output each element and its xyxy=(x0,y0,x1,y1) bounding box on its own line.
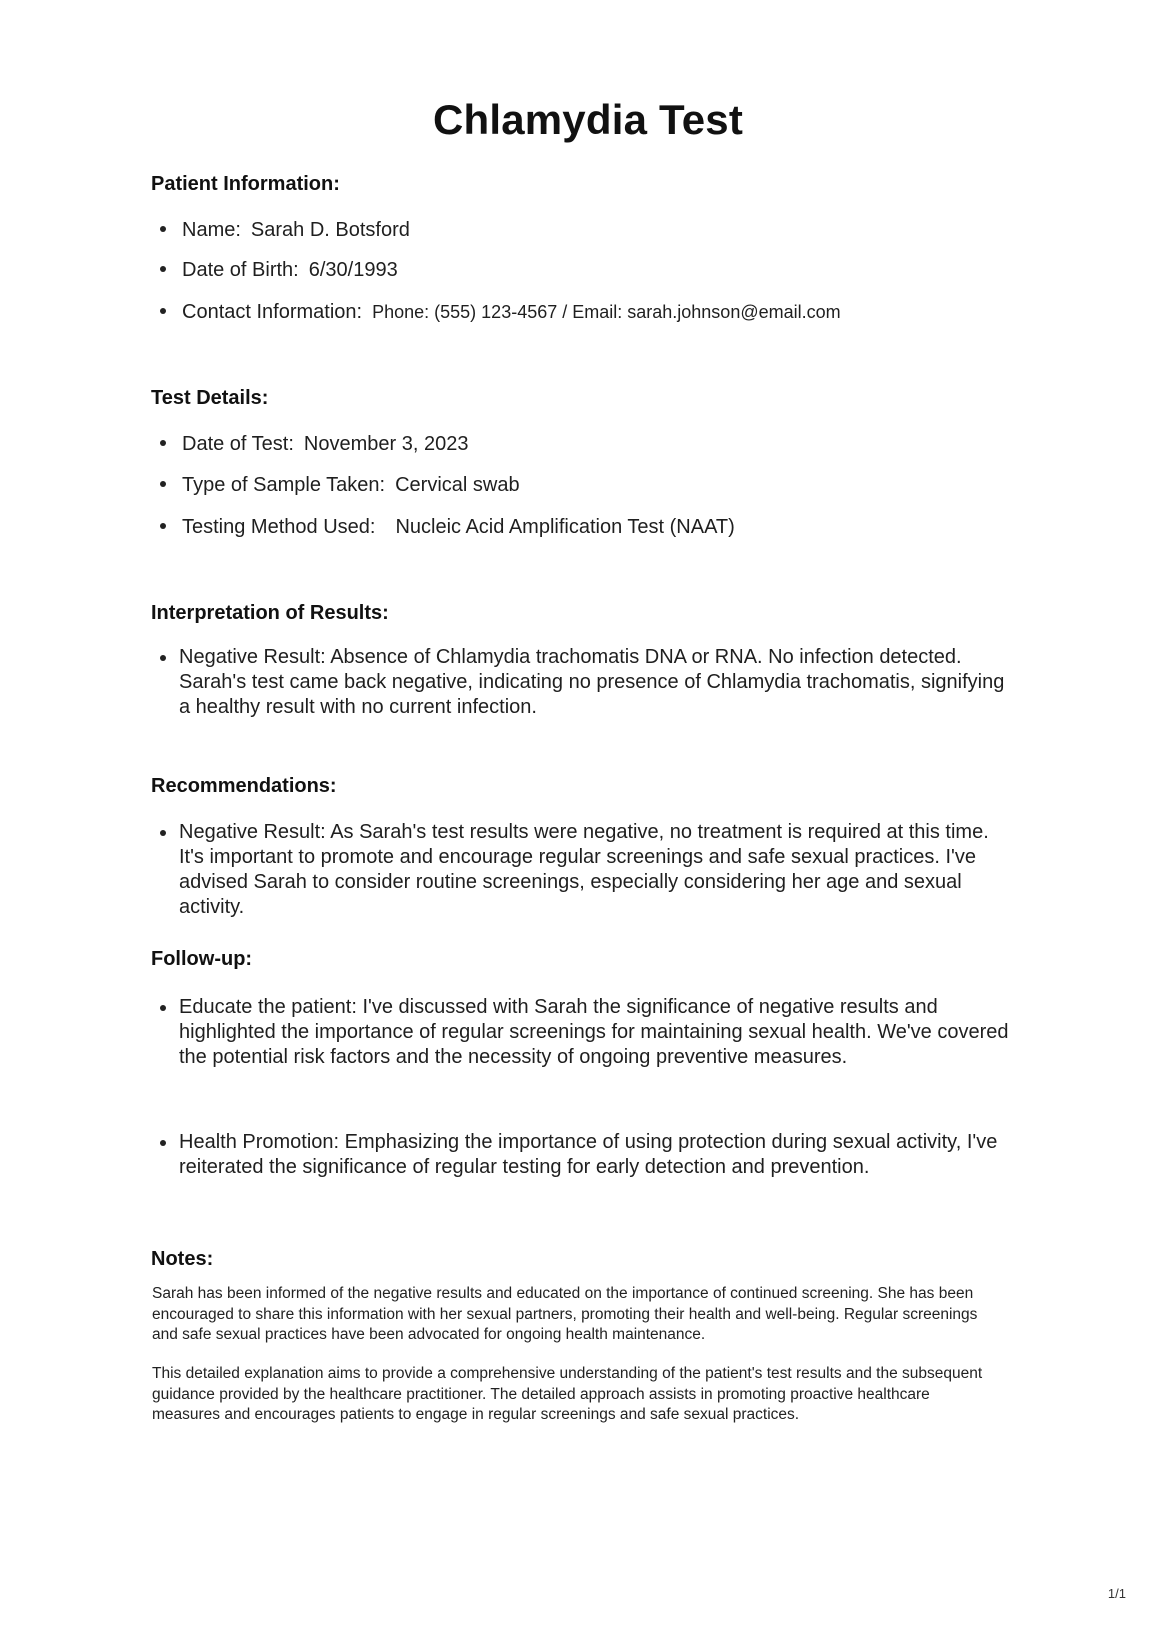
bullet-icon xyxy=(160,830,166,836)
follow-up-item-educate xyxy=(160,995,1010,1070)
bullet-icon xyxy=(160,308,166,314)
sample-type-value: Cervical swab xyxy=(395,474,520,496)
bullet-icon xyxy=(160,1005,166,1011)
testing-method-label: Testing Method Used: xyxy=(182,516,376,538)
page-number: 1/1 xyxy=(1107,1586,1126,1601)
follow-up-heading: Follow-up: xyxy=(151,948,253,970)
testing-method-value: Nucleic Acid Amplification Test (NAAT) xyxy=(395,516,735,538)
notes-paragraph-1: Sarah has been informed of the negative results and educated on the importance of continued screening. She has been encouraged to share this information with her sexual partners, promoting their health and well-being. Regular screenings and safe sexual practices have been advocated for ongoing health maintenance. xyxy=(152,1285,978,1343)
interpretation-heading: Interpretation of Results: xyxy=(151,602,389,624)
test-date-value: November 3, 2023 xyxy=(303,433,469,455)
follow-up-health-promotion-text: Health Promotion: Emphasizing the importance of using protection during sexual activity, I've reiterated the significance of regular testing for early detection and prevention. xyxy=(179,1131,998,1178)
patient-dob-value: 6/30/1993 xyxy=(308,259,398,281)
recommendation-item xyxy=(160,820,1010,920)
sample-type-label: Type of Sample Taken: xyxy=(182,474,386,496)
follow-up-educate-text: Educate the patient: I've discussed with Sarah the significance of negative results and highlighted the importance of regular screenings for maintaining sexual health. We've covered the potential risk factors and the necessity of ongoing preventive measures. xyxy=(179,996,1009,1068)
test-date-item xyxy=(160,432,468,456)
bullet-icon xyxy=(160,481,166,487)
follow-up-item-health-promotion xyxy=(160,1130,1010,1180)
patient-dob-label: Date of Birth: xyxy=(182,259,299,281)
patient-name-item xyxy=(160,218,410,242)
recommendation-text: Negative Result: As Sarah's test results were negative, no treatment is required at this time. It's important to promote and encourage regular screenings and safe sexual practices. I've advised Sarah to consider routine screenings, especially considering her age and sexual activity. xyxy=(179,821,989,918)
patient-contact-value: Phone: (555) 123-4567 / Email: sarah.johnson@email.com xyxy=(372,302,841,322)
document-title: Chlamydia Test xyxy=(432,96,744,143)
notes-heading: Notes: xyxy=(151,1248,214,1270)
interpretation-text: Negative Result: Absence of Chlamydia trachomatis DNA or RNA. No infection detected. Sarah's test came back negative, indicating no presence of Chlamydia trachomatis, signifying a healthy result with no current infection. xyxy=(179,646,1005,718)
test-date-label: Date of Test: xyxy=(182,433,294,455)
bullet-icon xyxy=(160,440,166,446)
bullet-icon xyxy=(160,523,166,529)
patient-contact-label: Contact Information: xyxy=(182,301,363,323)
bullet-icon xyxy=(160,266,166,272)
sample-type-item xyxy=(160,473,520,497)
notes-paragraph-2: This detailed explanation aims to provide a comprehensive understanding of the patient's test results and the subsequent guidance provided by the healthcare practitioner. The detailed approach assists in promoting proactive healthcare measures and encourages patients to engage in regular screenings and safe sexual practices. xyxy=(152,1365,983,1423)
bullet-icon xyxy=(160,655,166,661)
bullet-icon xyxy=(160,226,166,232)
patient-information-heading: Patient Information: xyxy=(151,173,340,195)
interpretation-item xyxy=(160,645,1010,720)
test-details-heading: Test Details: xyxy=(151,387,269,409)
patient-name-label: Name: xyxy=(182,219,241,241)
patient-dob-item xyxy=(160,258,398,282)
patient-name-value: Sarah D. Botsford xyxy=(250,219,410,241)
patient-contact-item xyxy=(160,300,841,324)
recommendations-heading: Recommendations: xyxy=(151,775,337,797)
testing-method-item xyxy=(160,515,735,539)
bullet-icon xyxy=(160,1140,166,1146)
